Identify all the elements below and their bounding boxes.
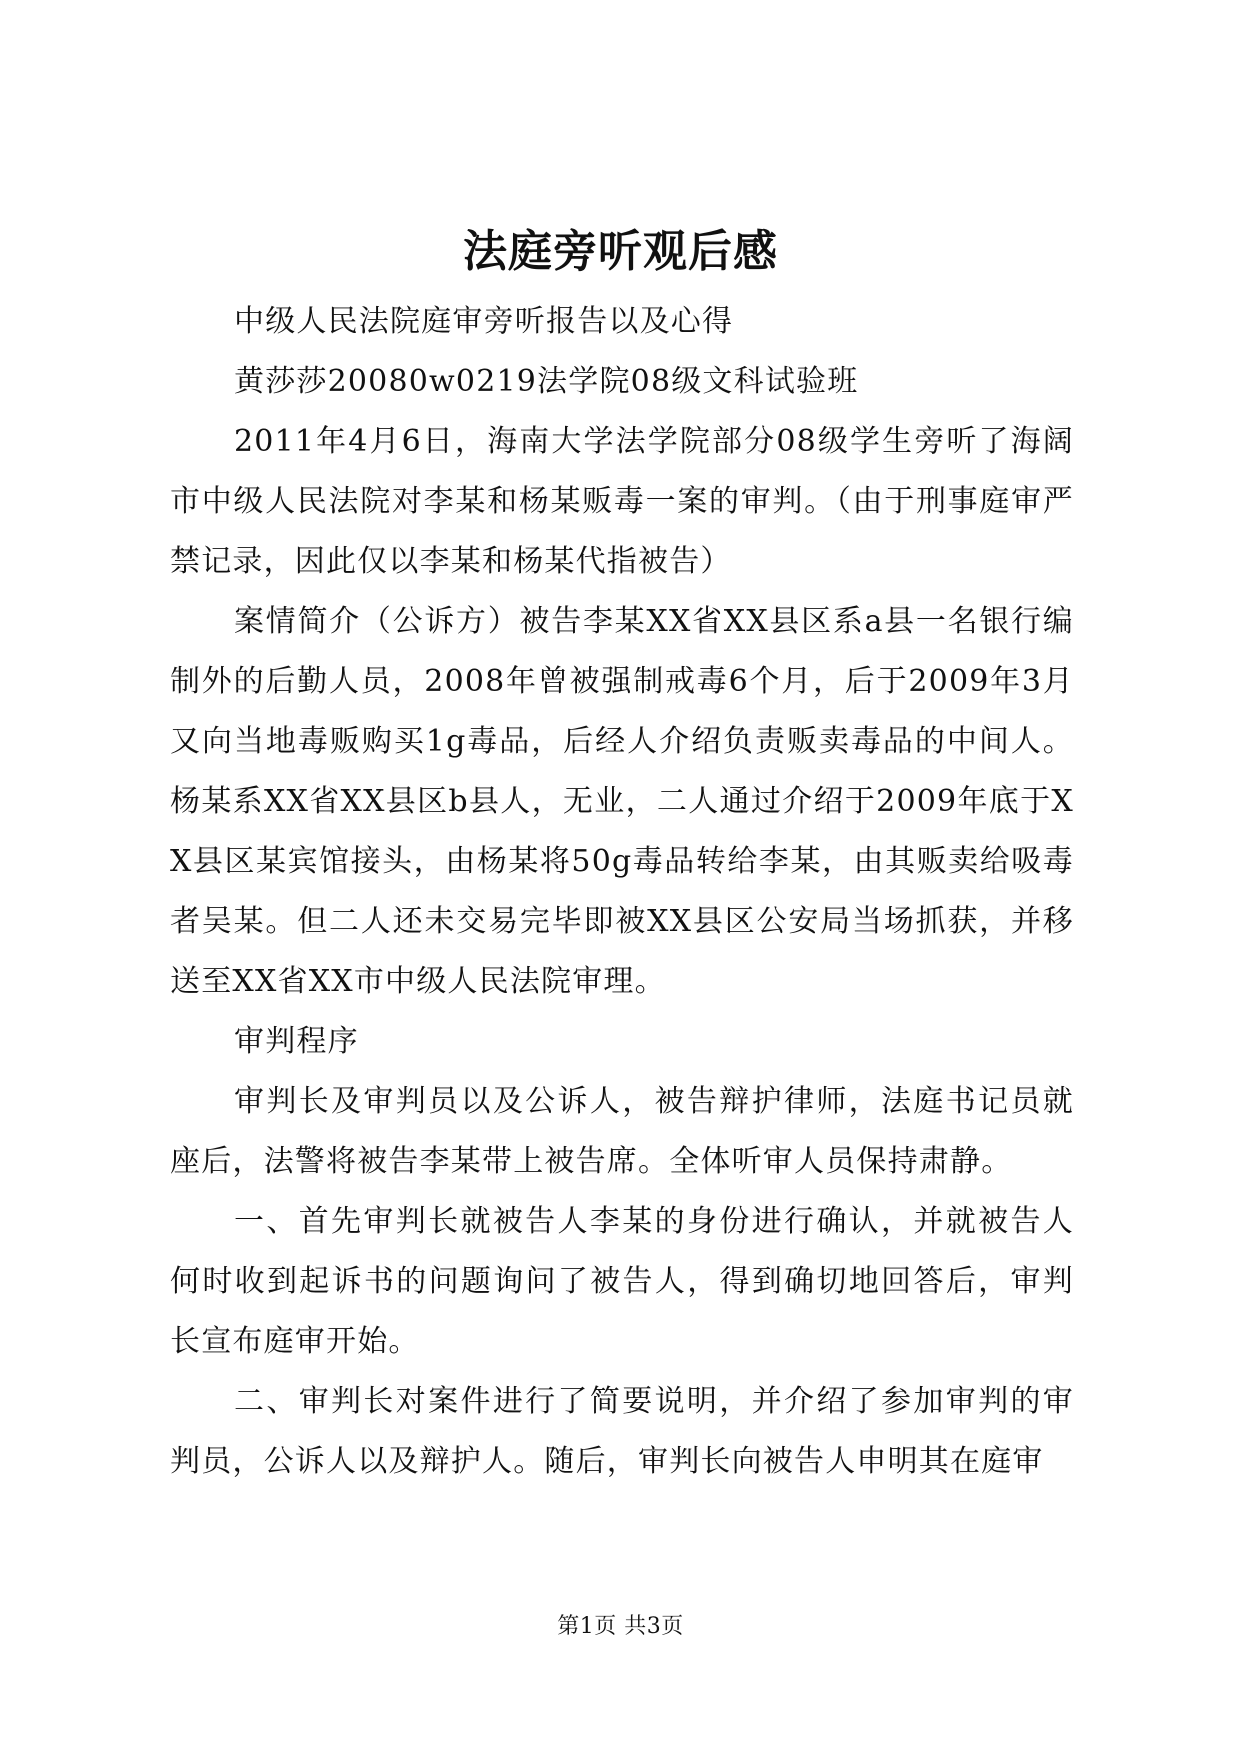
procedure-paragraph: 审判长及审判员以及公诉人，被告辩护律师，法庭书记员就座后，法警将被告李某带上被告席。全体听审人员保持肃静。 xyxy=(170,1084,1074,1179)
author-paragraph: 黄莎莎20080w0219法学院08级文科试验班 xyxy=(234,364,859,399)
step-one-paragraph: 一、首先审判长就被告人李某的身份进行确认，并就被告人何时收到起诉书的问题询问了被告人，得到确切地回答后，审判长宣布庭审开始。 xyxy=(170,1204,1074,1359)
section-heading-trial-procedure: 审判程序 xyxy=(234,1024,359,1059)
subtitle-paragraph: 中级人民法院庭审旁听报告以及心得 xyxy=(234,304,734,339)
page-footer: 第1页 共3页 xyxy=(557,1614,684,1639)
document-title: 法庭旁听观后感 xyxy=(463,226,778,277)
document-body xyxy=(170,292,1074,1492)
step-two-paragraph: 二、审判长对案件进行了简要说明，并介绍了参加审判的审判员，公诉人以及辩护人。随后，审判长向被告人申明其在庭审 xyxy=(170,1384,1074,1479)
intro-paragraph: 2011年4月6日，海南大学法学院部分08级学生旁听了海阔市中级人民法院对李某和杨某贩毒一案的审判。（由于刑事庭审严禁记录，因此仅以李某和杨某代指被告） xyxy=(170,424,1074,579)
case-summary-paragraph: 案情简介（公诉方）被告李某XX省XX县区系a县一名银行编制外的后勤人员，2008年曾被强制戒毒6个月，后于2009年3月又向当地毒贩购买1g毒品，后经人介绍负责贩卖毒品的中间人。杨某系XX省XX县区b县人，无业，二人通过介绍于2009年底于XX县区某宾馆接头，由杨某将50g毒品转给李某，由其贩卖给吸毒者吴某。但二人还未交易完毕即被XX县区公安局当场抓获，并移送至XX省XX市中级人民法院审理。 xyxy=(170,604,1074,999)
